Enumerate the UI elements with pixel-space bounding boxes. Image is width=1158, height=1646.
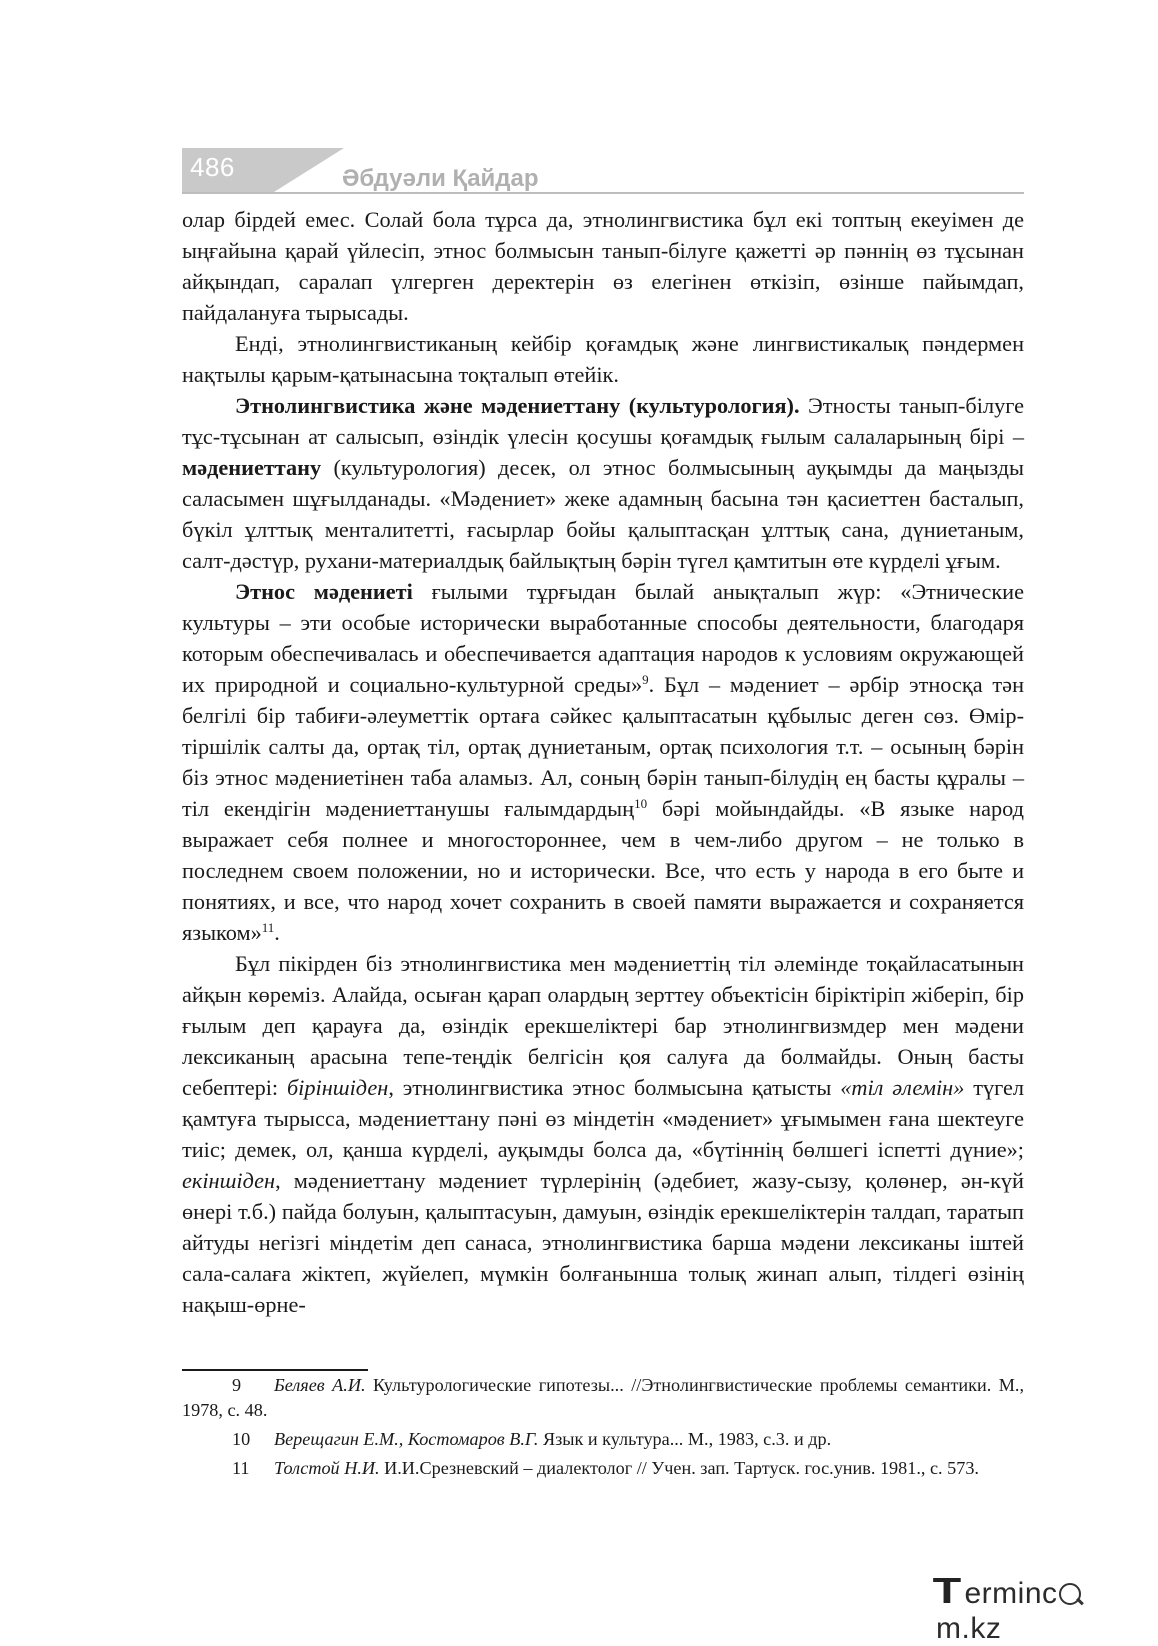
footnote-text: Культурологические гипотезы... //Этнолингвистические проблемы семантики. М., 1978, с. 48. bbox=[182, 1375, 1024, 1420]
paragraph bbox=[182, 328, 1024, 390]
italic-term: екіншіден bbox=[182, 1168, 276, 1193]
footnote-number: 11 bbox=[232, 1458, 250, 1478]
page-number: 486 bbox=[190, 152, 235, 182]
footnote-text: Язык и культура... М., 1983, с.3. и др. bbox=[538, 1429, 832, 1449]
watermark-logo bbox=[932, 1570, 1136, 1645]
footnote-ref: 11 bbox=[261, 920, 275, 935]
paragraph-text: , мәдениеттану мәдениет түрлерінің (әдебиет, жазу-сызу, қолөнер, ән-күй өнері т.б.) пайда болуын, қалыптасуын, дамуын, өзіндік ерекшеліктерін талдап, таратып айтуды негізгі міндетім деп санаса, этнолингвистика барша мәдени лексиканы іштей сала-салаға жіктеп, жүйелеп, мүмкін болғанынша толық жинап алып, тілдегі өзінің нақыш-өрне- bbox=[182, 1168, 1024, 1317]
watermark-letter: T bbox=[932, 1570, 962, 1611]
footnote-separator bbox=[182, 1369, 368, 1371]
header-rule bbox=[182, 192, 1024, 194]
footnote bbox=[182, 1427, 1024, 1452]
footnote-ref: 9 bbox=[642, 672, 649, 687]
watermark-text: m.kz bbox=[936, 1612, 1002, 1645]
footnote-ref: 10 bbox=[634, 796, 648, 811]
paragraph-text: . Бұл – мәдениет – әрбір этносқа тән белгілі бір табиғи-әлеуметтік ортаға сәйкес қалыптасатын құбылыс деген сөз. Өмір-тіршілік салты да, ортақ тіл, ортақ дүниетаным, ортақ психология т.т. – осының бәрін біз этнос мәдениетінен таба аламыз. Ал, соның бәрін танып-білудің ең басты құралы – тіл екендігін мәдениеттанушы ғалымдардың bbox=[182, 672, 1024, 821]
footnotes bbox=[182, 1373, 1024, 1485]
paragraph-text: Бұл пікірден біз этнолингвистика мен мәдениеттің тіл әлемінде тоқайласатынын айқын көреміз. Алайда, осыған қарап олардың зерттеу объектісін біріктіріп жіберіп, бір ғылым деп қарауға да, өзіндік ерекшеліктері бар этнолингвизмдер мен мәдени лексиканың арасына тепе-теңдік белгісін қоя салуға да болмайды. Оның басты себептері: bbox=[182, 951, 1024, 1100]
footnote-number: 9 bbox=[232, 1375, 242, 1395]
page-header bbox=[182, 148, 1024, 196]
paragraph-text: түгел қамтуға тырысса, мәдениеттану пәні өз міндетін «мәдениет» ұғымымен ғана шектеуге тиіс; демек, ол, қанша күрделі, ауқымды болса да, «бүтіннің бөлшегі іспетті дүние»; bbox=[182, 1075, 1024, 1162]
paragraph-text: , этнолингвистика этнос болмысына қатысты bbox=[388, 1075, 841, 1100]
paragraph-text: Енді, этнолингвистиканың кейбір қоғамдық және лингвистикалық пәндермен нақтылы қарым-қатынасына тоқталып өтейік. bbox=[182, 331, 1024, 387]
paragraph bbox=[182, 576, 1024, 948]
page-tab-decoration bbox=[274, 148, 344, 192]
paragraph-text: . bbox=[274, 920, 280, 945]
bold-term: Этнос мәдениеті bbox=[235, 579, 413, 604]
watermark-text: ermin bbox=[964, 1577, 1043, 1610]
footnote bbox=[182, 1456, 1024, 1481]
paragraph-text: ғылыми тұрғыдан былай анықталып жүр: «Этнические культуры – эти особые исторически выработанные способы деятельности, благодаря которым обеспечивалась и обеспечивается адаптация народов к условиям окружающей их природной и социально-культурной среды» bbox=[182, 579, 1024, 697]
paragraph bbox=[182, 204, 1024, 328]
paragraph-text: олар бірдей емес. Солай бола тұрса да, этнолингвистика бұл екі топтың екеуімен де ыңғайына қарай үйлесіп, этнос болмысын танып-білуге қажетті әр пәннің өз тұсынан айқындап, саралап үлгерген деректерін өз елегінен өткізіп, өзінше пайымдап, пайдалануға тырысады. bbox=[182, 207, 1024, 325]
magnifier-icon bbox=[1059, 1583, 1081, 1605]
main-text bbox=[182, 204, 1024, 1320]
paragraph-text: Этносты танып-білуге тұс-тұсынан ат салысып, өзіндік үлесін қосушы қоғамдық ғылым салаларының бірі – bbox=[182, 393, 1024, 449]
footnote-author: Толстой Н.И. bbox=[274, 1458, 380, 1478]
section-heading: Этнолингвистика және мәдениеттану (культурология). bbox=[235, 393, 800, 418]
paragraph-text: бәрі мойындайды. «В языке народ выражает себя полнее и многостороннее, чем в чем-либо другом – не только в последнем своем положении, но и исторически. Все, что есть у народа в его быте и понятиях, и все, что народ хочет сохранить в своей памяти выражается и сохраняется языком» bbox=[182, 796, 1024, 945]
paragraph-text: (культурология) десек, ол этнос болмысының ауқымды да маңызды саласымен шұғылданады. «Мәдениет» жеке адамның басына тән қасиеттен басталып, бүкіл ұлттық менталитетті, ғасырлар бойы қалыптасқан ұлттық сана, дүниетаным, салт-дәстүр, рухани-материалдық байлықтың бәрін түгел қамтитын өте күрделі ұғым. bbox=[182, 455, 1024, 573]
italic-term: «тіл әлемін» bbox=[840, 1075, 965, 1100]
footnote-author: Верещагин Е.М., Костомаров В.Г. bbox=[274, 1429, 539, 1449]
paragraph bbox=[182, 948, 1024, 1320]
footnote-text: И.И.Срезневский – диалектолог // Учен. зап. Тартуск. гос.унив. 1981., с. 573. bbox=[379, 1458, 979, 1478]
footnote-author: Беляев А.И. bbox=[274, 1375, 366, 1395]
bold-term: мәдениеттану bbox=[182, 455, 322, 480]
footnote bbox=[182, 1373, 1024, 1423]
watermark-text: c bbox=[1042, 1577, 1058, 1610]
running-title: Әбдуәли Қайдар bbox=[342, 165, 539, 192]
paragraph bbox=[182, 390, 1024, 576]
italic-term: біріншіден bbox=[286, 1075, 389, 1100]
footnote-number: 10 bbox=[232, 1429, 251, 1449]
